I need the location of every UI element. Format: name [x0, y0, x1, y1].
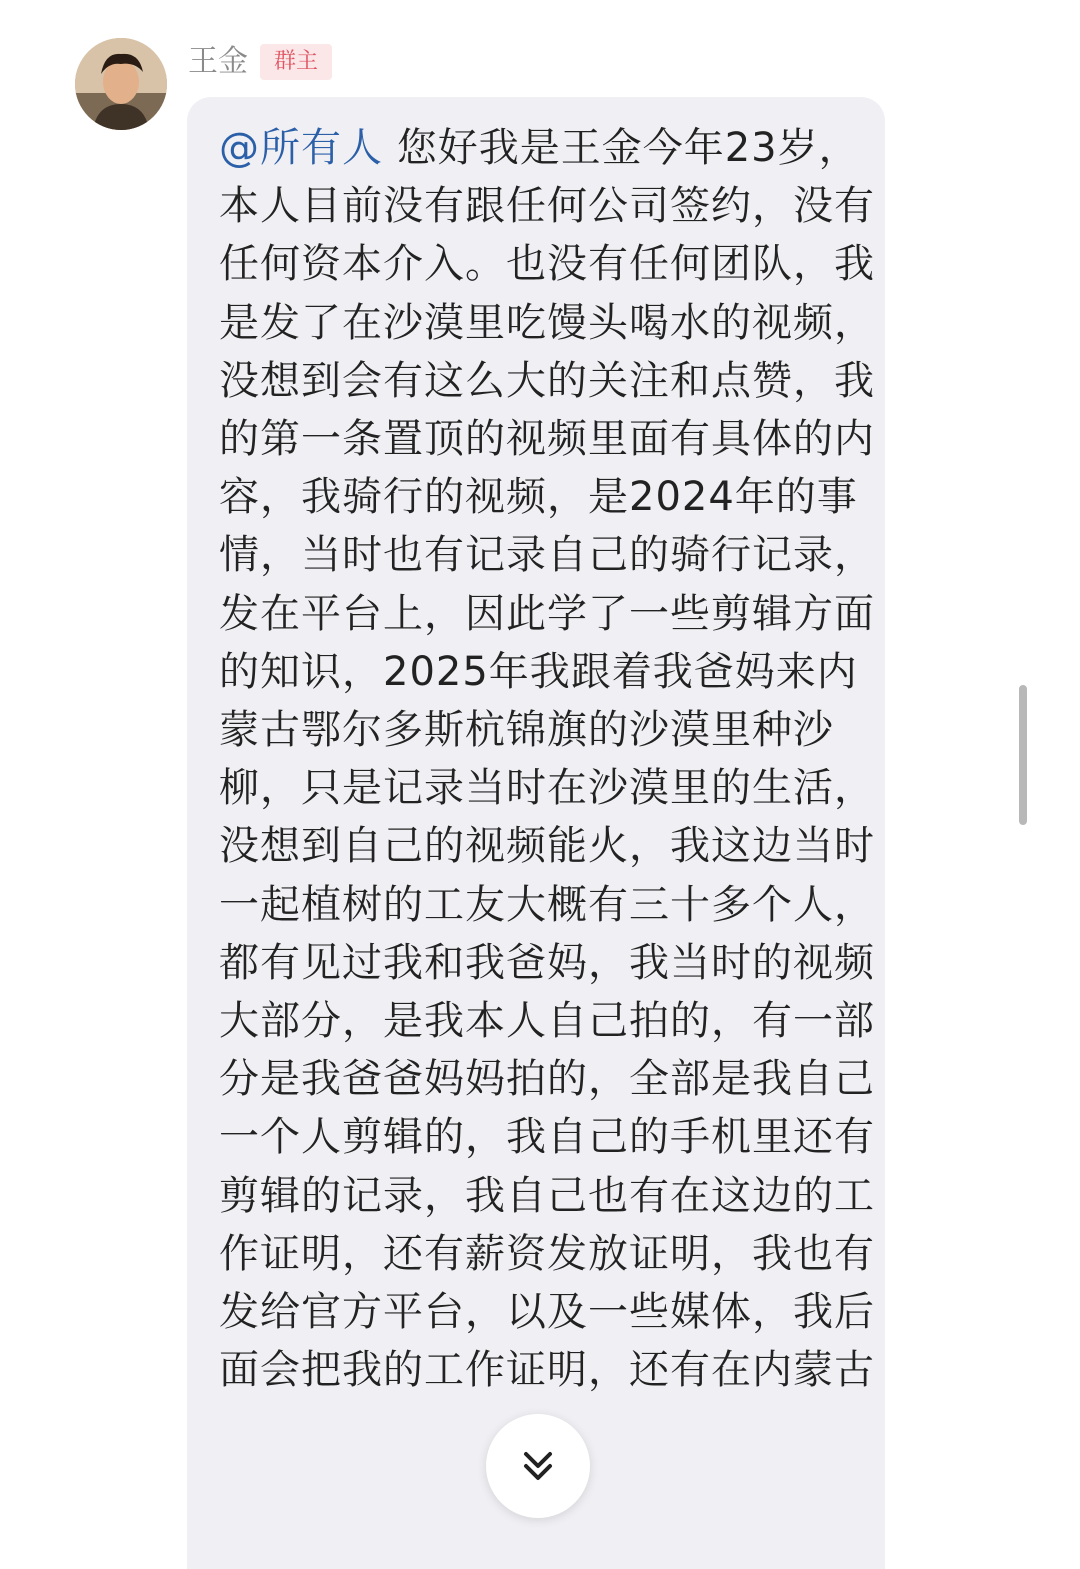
avatar-photo-icon	[75, 38, 167, 130]
message-body: 您好我是王金今年23岁，本人目前没有跟任何公司签约，没有任何资本介入。也没有任何团队，我是发了在沙漠里吃馒头喝水的视频，没想到会有这么大的关注和点赞，我的第一条置顶的视频里面有具体的内容，我骑行的视频，是2024年的事情，当时也有记录自己的骑行记录，发在平台上，因此学了一些剪辑方面的知识，2025年我跟着我爸妈来内蒙古鄂尔多斯杭锦旗的沙漠里种沙柳，只是记录当时在沙漠里的生活，没想到自己的视频能火，我这边当时一起植树的工友大概有三十多个人，都有见过我和我爸妈，我当时的视频大部分，是我本人自己拍的，有一部分是我爸爸妈妈拍的，全部是我自己一个人剪辑的，我自己的手机里还有剪辑的记录，我自己也有在这边的工作证明，还有薪资发放证明，我也有发给官方平台，以及一些媒体，我后面会把我的工作证明，还有在内蒙古	[219, 125, 875, 1394]
scrollbar[interactable]	[1019, 685, 1027, 825]
sender-name[interactable]: 王金	[188, 44, 248, 79]
double-chevron-down-icon	[516, 1444, 560, 1488]
message-bubble[interactable]	[187, 97, 885, 1569]
scroll-to-bottom-button[interactable]	[486, 1414, 590, 1518]
group-owner-badge: 群主	[260, 44, 332, 80]
sender-avatar[interactable]	[75, 38, 167, 130]
mention-all-link[interactable]: @所有人	[219, 125, 383, 171]
message-text	[219, 119, 879, 1399]
